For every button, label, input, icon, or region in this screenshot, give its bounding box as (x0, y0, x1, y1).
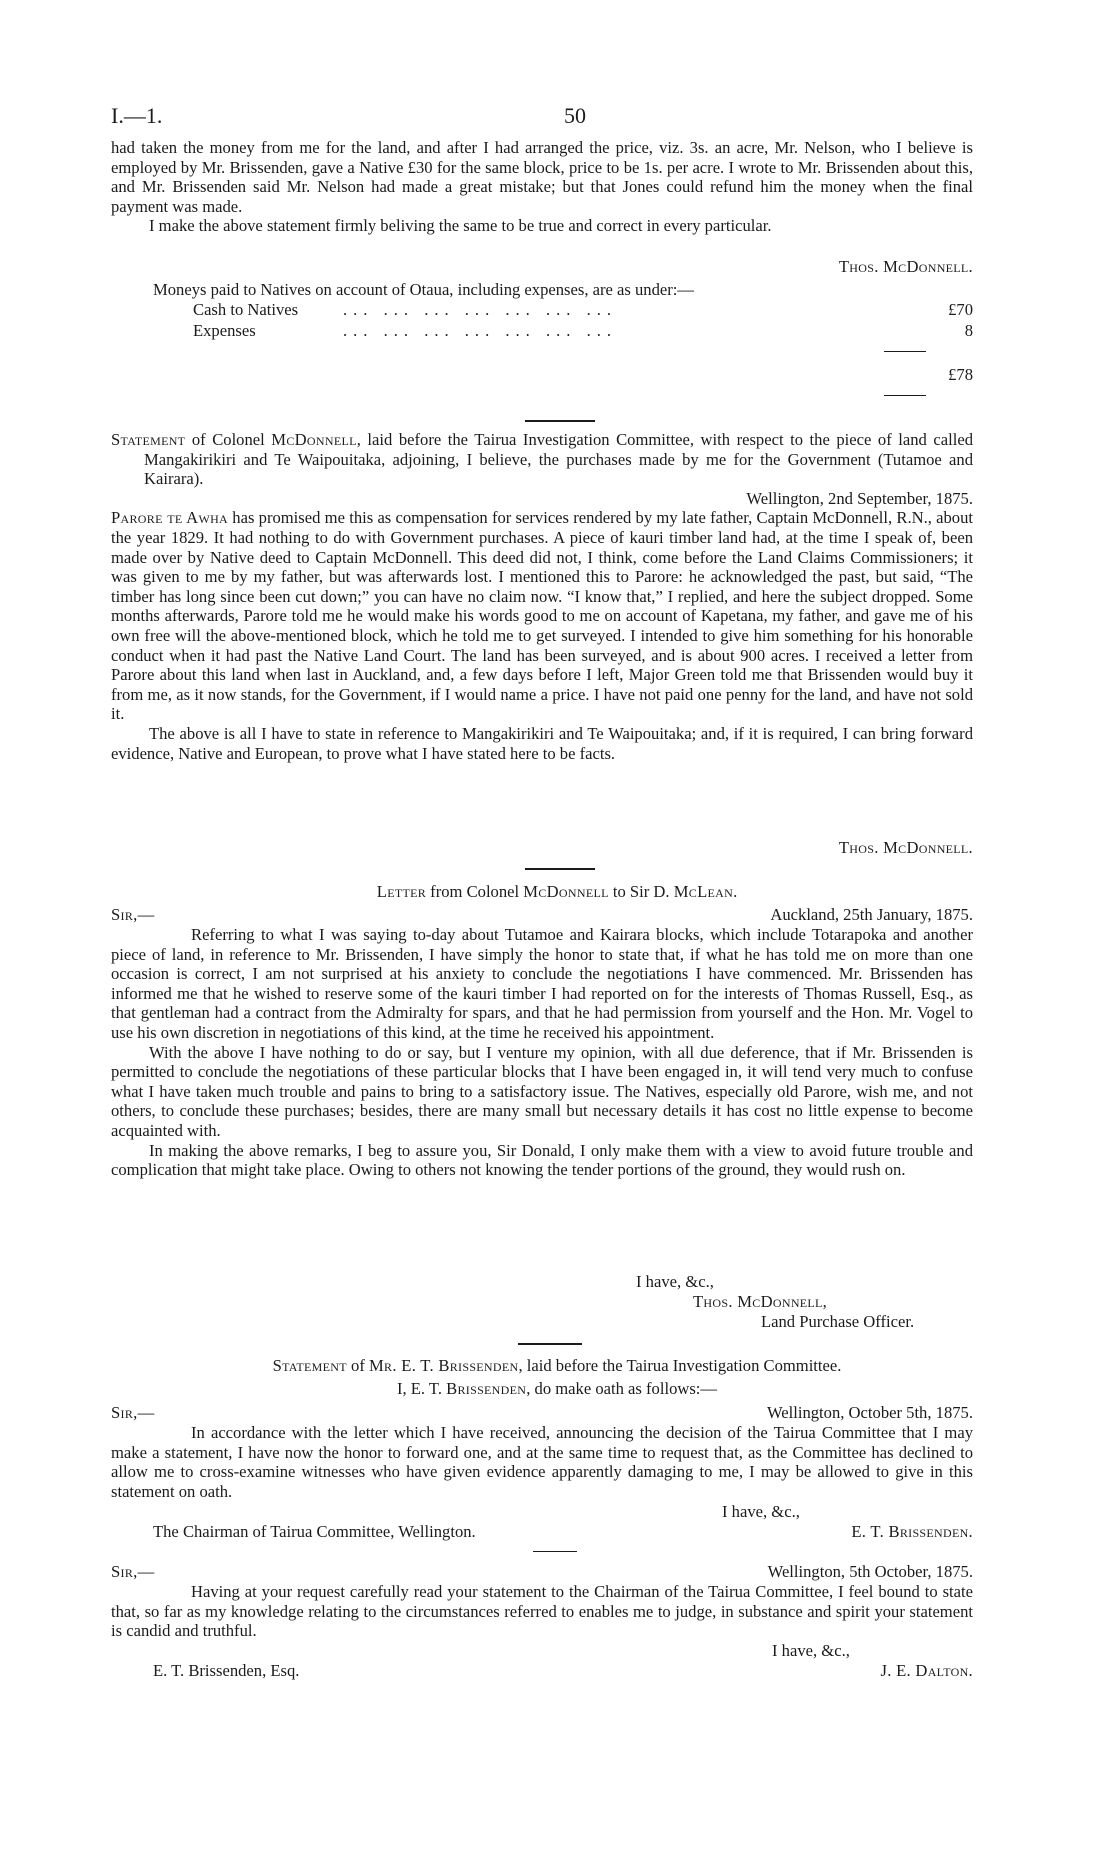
total-underline (884, 395, 926, 396)
document-reference: I.—1. (111, 103, 163, 128)
statement-mangakirikiri (111, 430, 973, 763)
letter-paragraph: Referring to what I was saying to-day about Tutamoe and Kairara blocks, which include Totarapoka and another piece of land, in reference to Mr. Brissenden, I have simply the honor to state that, if what he has told me on more than one occasion is correct, I am not surprised at his anxiety to conclude the negotiations I have commenced. Mr. Brissenden has informed me that he wished to reserve some of the kauri timber I had reported on for the interests of Thomas Russell, Esq., as that gentleman had a contract from the Admiralty for spars, and that he had permission from yourself and the Hon. Mr. Vogel to use his own discretion in negotiations of this kind, at the time he received his appointment. (111, 925, 973, 1042)
statement-paragraph: The above is all I have to state in reference to Mangakirikiri and Te Waipouitaka; and, if it is required, I can bring forward evidence, Native and European, to prove what I have stated here to be facts. (111, 723, 973, 763)
letter-signatory-title: Land Purchase Officer. (761, 1312, 915, 1331)
heading-text: to Sir D. (608, 882, 674, 901)
heading-text: of (346, 1356, 369, 1375)
salutation-line (111, 905, 973, 925)
statement-dateline: Wellington, 2nd September, 1875. (746, 488, 973, 508)
heading-name: McDonnell (523, 882, 609, 901)
heading-text: of Colonel (185, 430, 272, 449)
opening-signature: Thos. McDonnell. (838, 257, 973, 276)
oath-text: I, E. T. (396, 1379, 447, 1398)
section-divider (518, 1343, 582, 1345)
heading-text: from Colonel (426, 882, 524, 901)
moneys-row-amount: 8 (964, 321, 973, 340)
statement-dateline: Wellington, October 5th, 1875. (766, 1403, 973, 1422)
opening-affirmation: I make the above statement firmly beliving the same to be true and correct in every particular. (149, 216, 772, 236)
section-divider (525, 868, 595, 870)
letter-dateline: Wellington, 5th October, 1875. (767, 1562, 973, 1581)
letter-closing: I have, &c., (636, 1272, 714, 1291)
moneys-row-label: Expenses (193, 321, 256, 340)
moneys-row-dots: ... ... ... ... ... ... ... (343, 300, 618, 319)
section-divider (533, 1551, 577, 1552)
letter-addressee: E. T. Brissenden, Esq. (153, 1661, 300, 1680)
statement-paragraph: In accordance with the letter which I have received, announcing the decision of the Tairua Committee that I may make a statement, I have now the honor to forward one, and at the same time to request that, as the Committee has declined to allow me to cross-examine witnesses who have given evidence apparently damaging to me, I may be allowed to give in this statement on oath. (111, 1423, 973, 1501)
salutation: Sir,— (111, 1562, 155, 1581)
letter-closing: I have, &c., (772, 1641, 850, 1660)
paragraph-text: has promised me this as compensation for services rendered by my late father, Captain McDonnell, R.N., about the year 1829. It had nothing to do with Government purchases. A piece of kauri timber land had, at the time I speak of, been made over by Native deed to Captain McDonnell. This deed did not, I think, come before the Land Claims Commissioners; it was given to me by my father, but was afterwards lost. I mentioned this to Parore: he acknowledged the past, but said, “The timber has long since been cut down;” you can have no claim now. “I know that,” I replied, and here the subject dropped. Some months afterwards, Parore told me he would make his words good to me on account of Kapetana, my father, and gave me of his own free will the above-mentioned block, which he told me to get surveyed. I intended to give him something for his honorable conduct when it had past the Native Land Court. The land has been surveyed, and is about 900 acres. I received a letter from Parore about this land when last in Auckland, and, a few days before I left, Major Green told me that Brissenden would buy it from me, as it now stands, for the Government, if I would name a price. I have not paid one penny for the land, and have not sold it. (111, 508, 974, 724)
paragraph-lead-name: Parore te Awha (111, 508, 229, 528)
heading-text: . (733, 882, 738, 901)
moneys-intro: Moneys paid to Natives on account of Otaua, including expenses, are as under:— (153, 280, 694, 299)
moneys-row-dots: ... ... ... ... ... ... ... (343, 321, 618, 340)
letter-mclean (111, 905, 973, 1180)
opening-paragraph: had taken the money from me for the land, and after I had arranged the price, viz. 3s. an acre, Mr. Nelson, who I believe is employed by Mr. Brissenden, gave a Native £30 for the same block, price to be 1s. per acre. I wrote to Mr. Brissenden about this, and Mr. Brissenden said Mr. Nelson had made a great mistake; but that Jones could refund him the money when the final payment was made. (111, 138, 973, 216)
brissenden-statement (111, 1403, 973, 1501)
heading-name: Mr. E. T. Brissenden (369, 1356, 519, 1375)
heading-caps: Statement (272, 1356, 347, 1375)
total-rule (884, 351, 926, 352)
statement-heading (111, 430, 973, 489)
statement-signature: E. T. Brissenden. (851, 1522, 973, 1541)
statement-addressee: The Chairman of Tairua Committee, Wellington. (153, 1522, 476, 1541)
section-divider (525, 420, 595, 422)
moneys-table (111, 300, 973, 342)
moneys-row-amount: £70 (948, 300, 973, 319)
letter-signature: J. E. Dalton. (880, 1661, 973, 1680)
moneys-row (111, 321, 973, 341)
letter-dateline: Auckland, 25th January, 1875. (770, 905, 973, 924)
statement-closing: I have, &c., (722, 1502, 800, 1521)
page-number: 50 (564, 103, 586, 128)
opening-section (111, 138, 973, 236)
moneys-row (111, 300, 973, 320)
oath-text: , do make oath as follows:— (526, 1379, 718, 1398)
salutation-line (111, 1562, 973, 1582)
heading-caps: Letter (376, 882, 427, 901)
statement-paragraph (111, 508, 973, 724)
oath-line (0, 1379, 1114, 1399)
letter-paragraph: Having at your request carefully read your statement to the Chairman of the Tairua Committee, I feel bound to state that, so far as my knowledge relating to the circumstances referred to enables me to judge, in substance and spirit your statement is candid and truthful. (111, 1582, 973, 1641)
letter-paragraph: With the above I have nothing to do or say, but I venture my opinion, with all due deference, that if Mr. Brissenden is permitted to conclude the negotiations of these particular blocks that I have been engaged in, it will tend very much to confuse what I have taken much trouble and pains to bring to a satisfactory issue. The Natives, especially old Parore, wish me, and not others, to conclude these purchases; besides, there are many small but necessary details it has cost no little expense to become acquainted with. (111, 1042, 973, 1140)
letter-heading (0, 882, 1114, 902)
oath-name: Brissenden (446, 1379, 527, 1398)
moneys-row-label: Cash to Natives (193, 300, 299, 319)
heading-name: McDonnell (271, 430, 357, 449)
heading-caps: Statement (111, 430, 186, 449)
letter-signature: Thos. McDonnell, (693, 1292, 828, 1311)
salutation: Sir,— (111, 905, 155, 924)
letter-dalton (111, 1562, 973, 1641)
brissenden-heading (0, 1356, 1114, 1376)
letter-paragraph: In making the above remarks, I beg to assure you, Sir Donald, I only make them with a view to avoid future trouble and complication that might take place. Owing to others not knowing the tender portions of the ground, they would rush on. (111, 1140, 973, 1180)
statement-signature: Thos. McDonnell. (838, 838, 973, 857)
heading-name: McLean (673, 882, 734, 901)
salutation-line (111, 1403, 973, 1423)
heading-text: , laid before the Tairua Investigation Committee. (518, 1356, 842, 1375)
moneys-total: £78 (948, 365, 973, 384)
heading-text: , laid before the Tairua Investigation Committee, with respect to the piece of land called Mangakirikiri and Te Waipouitaka, adjoining, I believe, the purchases made by me for the Government (Tutamoe and Kairara). (144, 430, 973, 489)
salutation: Sir,— (111, 1403, 155, 1422)
